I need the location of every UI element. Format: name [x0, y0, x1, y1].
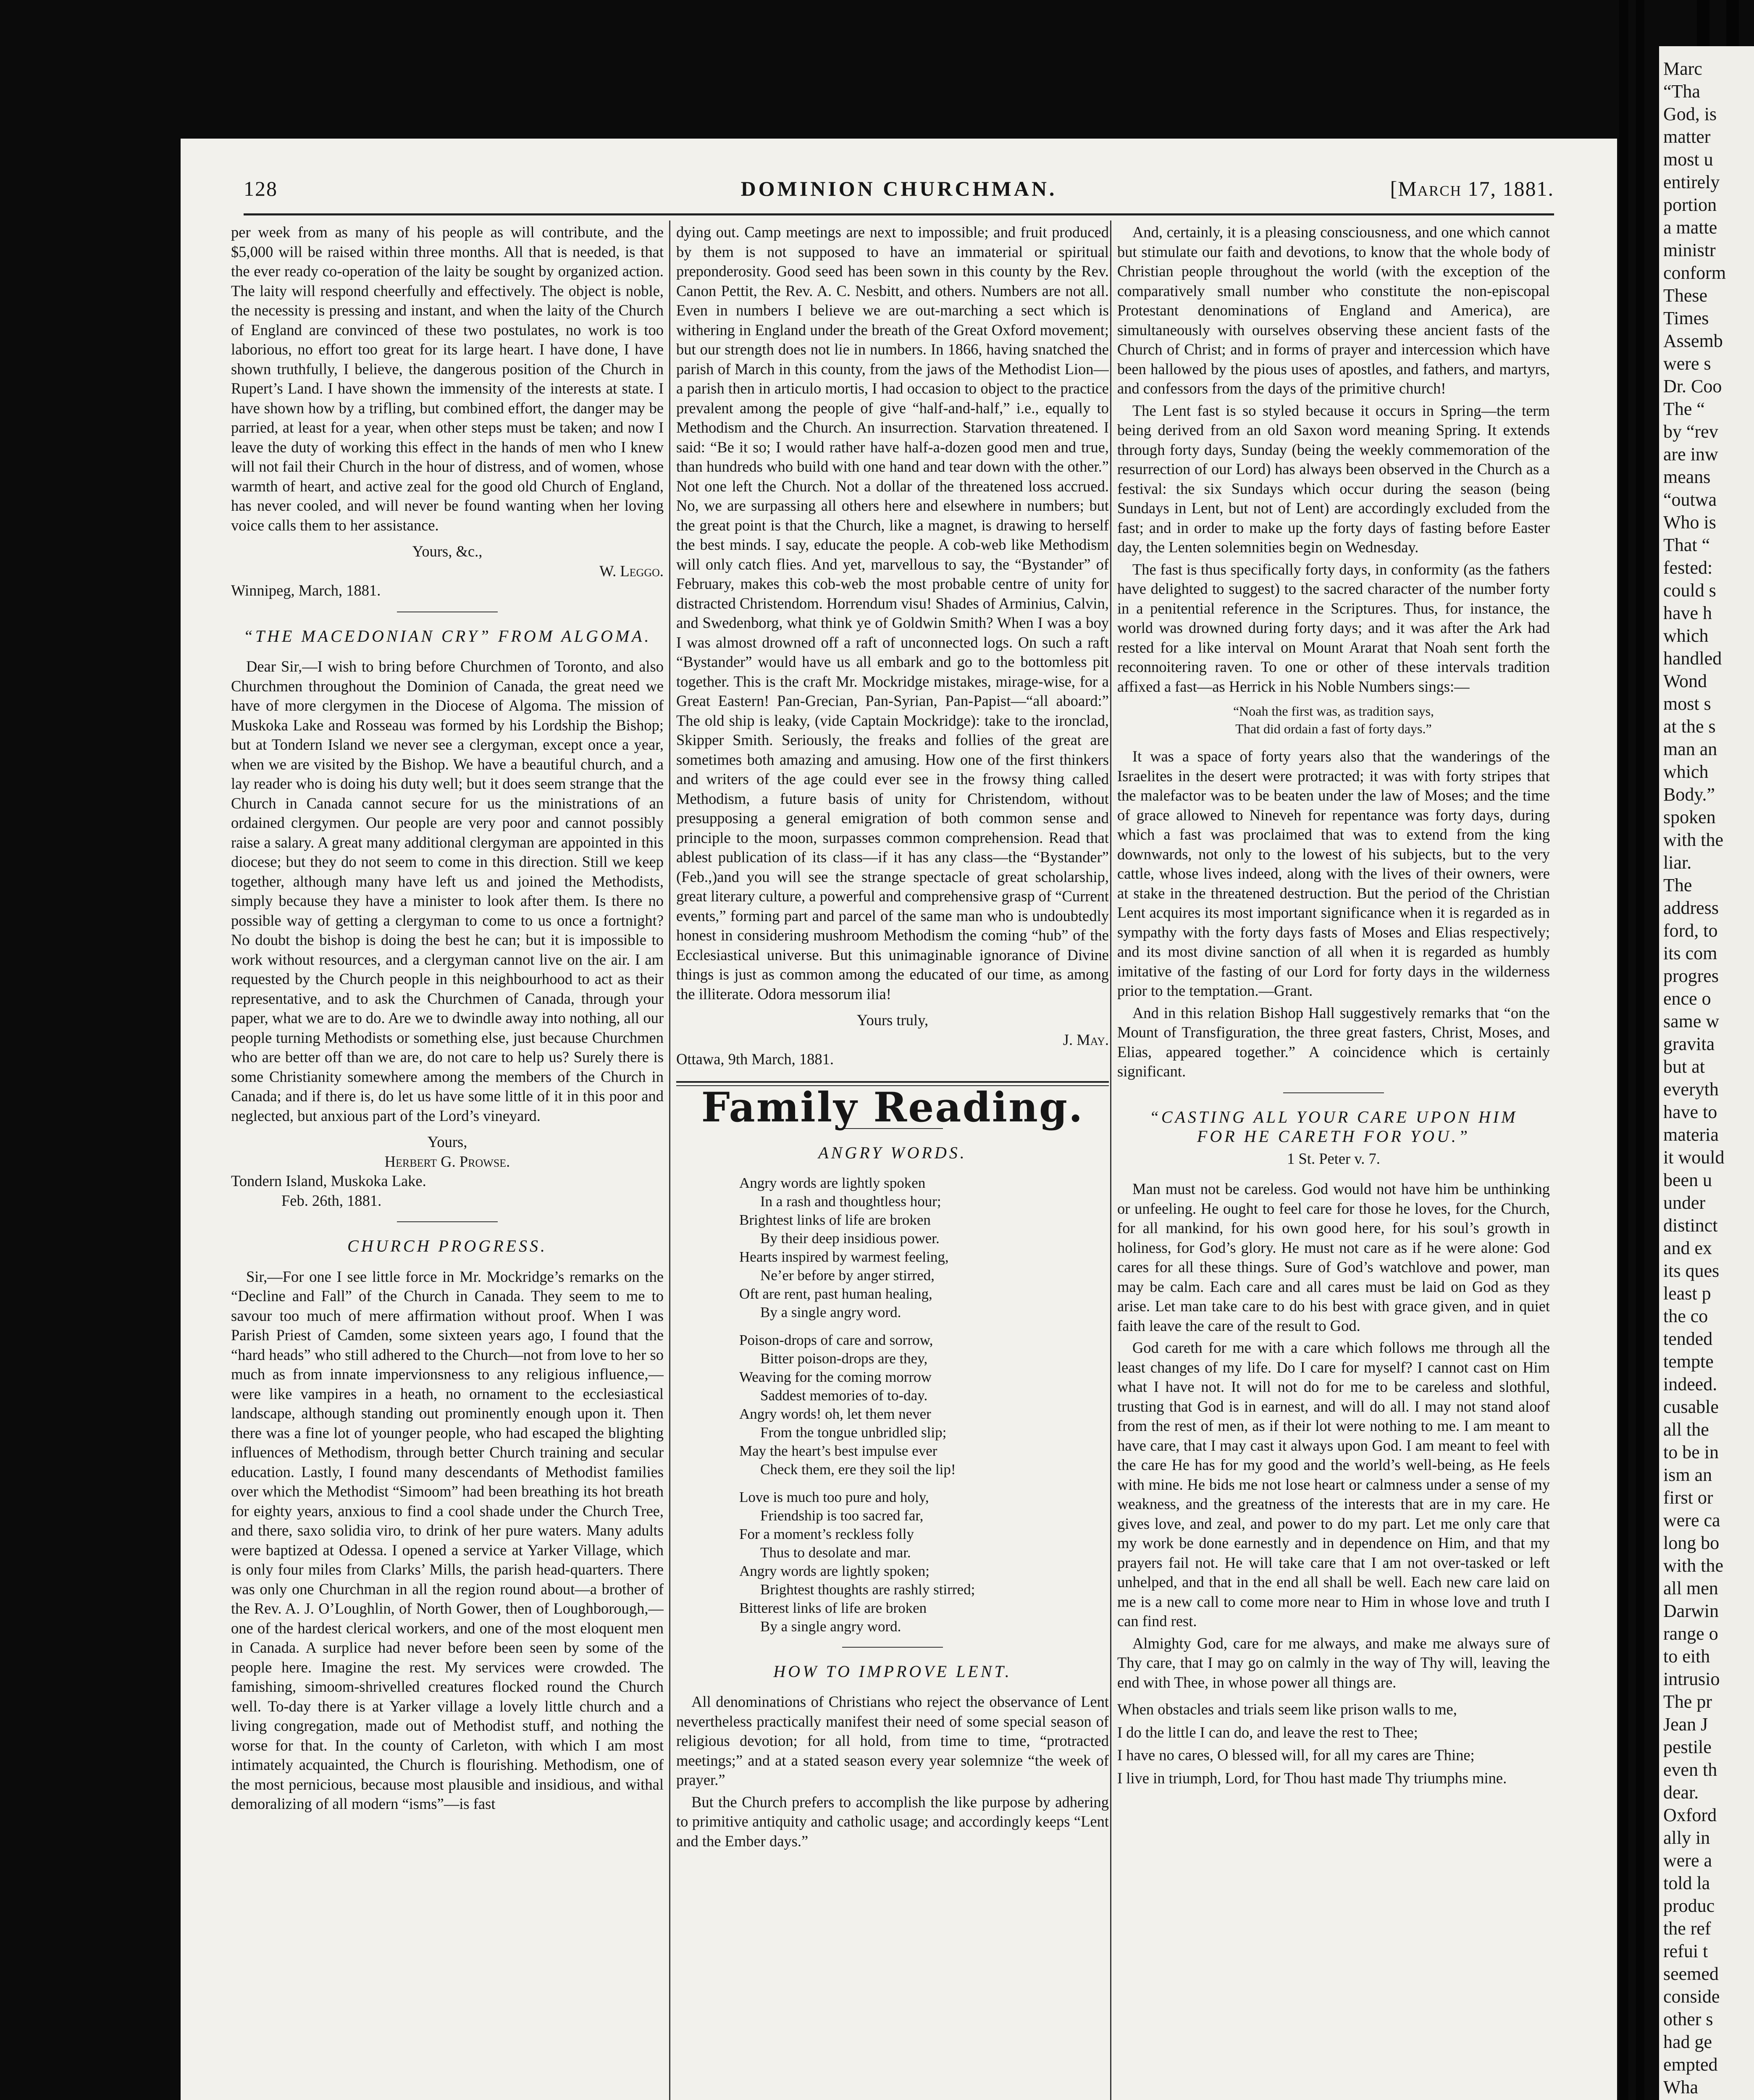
edge-fragment: been u: [1663, 1170, 1712, 1190]
edge-fragment: Body.”: [1663, 784, 1715, 805]
signature-name: J. May.: [1063, 1031, 1109, 1048]
signature-block: [231, 542, 664, 601]
quote-line: “Noah the first was, as tradition says,: [1233, 704, 1434, 719]
edge-fragment: its com: [1663, 943, 1717, 963]
edge-fragment: progres: [1663, 966, 1719, 986]
scan-border-bar-3: [1697, 0, 1709, 46]
edge-fragment: first or: [1663, 1487, 1713, 1508]
divider: [397, 1221, 498, 1222]
column-1: [231, 223, 664, 2100]
edge-fragment: to eith: [1663, 1646, 1710, 1667]
column-rule-1: [669, 220, 670, 2100]
edge-fragment: spoken: [1663, 807, 1716, 827]
edge-fragment: Wond: [1663, 671, 1707, 691]
closing: Yours truly,: [856, 1011, 929, 1029]
edge-fragment: which: [1663, 761, 1709, 782]
edge-fragment: distinct: [1663, 1215, 1718, 1236]
poem-title: ANGRY WORDS.: [818, 1143, 967, 1162]
edge-fragment: with the: [1663, 1555, 1723, 1576]
poem-line: Bitterest links of life are broken: [739, 1599, 927, 1616]
poem-line: By a single angry word.: [760, 1304, 901, 1320]
edge-fragment: range o: [1663, 1623, 1718, 1644]
poem-line: From the tongue unbridled slip;: [760, 1424, 947, 1441]
article-body: All denominations of Christians who reject the observance of Lent nevertheless practically manifest their need of some special season of religious devotion; for all hold, from time to time, “protracted meetings;” and at a stated season every year solemnize “the week of prayer.”: [676, 1693, 1109, 1788]
edge-fragment: entirely: [1663, 172, 1720, 192]
edge-fragment: were a: [1663, 1850, 1712, 1871]
edge-fragment: The: [1663, 875, 1692, 895]
edge-fragment: empted: [1663, 2054, 1718, 2075]
edge-fragment: Times: [1663, 308, 1709, 328]
closing: Yours,: [427, 1133, 467, 1150]
edge-fragment: The “: [1663, 399, 1705, 419]
edge-fragment: have to: [1663, 1102, 1717, 1122]
poem-line: Bitter poison-drops are they,: [760, 1350, 928, 1367]
edge-fragment: tempte: [1663, 1351, 1714, 1372]
edge-fragment: everyth: [1663, 1079, 1719, 1100]
letter-body: Dear Sir,—I wish to bring before Churchmen of Toronto, and also Churchmen throughout the Dominion of Canada, the great need we have of more clergymen in the Diocese of Algoma. The mission of Muskoka Lake and Rosseau was formed by his Lordship the Bishop; but at Tondern Island we never see a clergyman, except once a year, when we are visited by the Bishop. We have a beautiful church, and a lay reader who is doing his duty well; but it does seem strange that the Church in Canada cannot secure for us the ministrations of an ordained clergymen. Our people are very poor and cannot possibly raise a salary. A great many additional clergyman are appointed in this diocese; but they do not seem to come in this direction. Still we keep together, although many have left us and joined the Methodists, simply because they have a minister to look after them. Is there no possible way of getting a clergyman to come to us once a fortnight? No doubt the bishop is doing the best he can; but it is impossible to work without resources, and a clergyman cannot live on the air. I am requested by the Church people in this neighbourhood to act as their representative, and to ask the Churchmen of Canada, through your paper, what we are to do. Are we to dwindle away into nothing, all our people turning Methodists or something else, just because Churchmen who are better off than we are, do not care to help us? Surely there is some Christianity somewhere among the members of the Church in Canada; and if there is, do let us have some little of it in this poor and neglected, but anxious part of the Lord’s vineyard.: [231, 658, 664, 1124]
article-body: Man must not be careless. God would not have him be unthinking or unfeeling. He ought to feel care for those he loves, for the Church, for all mankind, for his own good here, for his soul’s growth in holiness, for God’s glory. He must not care as if he were alone: God cares for all these things. Sure of God’s watchlove and power, man may be calm. Each care and all cares must be laid on God as they arise. Let man take care to do his best with grace given, and in quiet faith leave the care of the result to God.: [1117, 1180, 1550, 1334]
edge-fragment: the co: [1663, 1306, 1708, 1326]
edge-fragment: “Tha: [1663, 81, 1700, 102]
poem-line: Angry words are lightly spoken;: [739, 1562, 930, 1579]
edge-fragment: are inw: [1663, 444, 1718, 465]
edge-fragment: gravita: [1663, 1034, 1715, 1054]
edge-fragment: conform: [1663, 262, 1726, 283]
poem-line: By a single angry word.: [760, 1618, 901, 1635]
edge-fragment: refui t: [1663, 1941, 1708, 1961]
edge-fragment: matter: [1663, 126, 1711, 147]
edge-fragment: ism an: [1663, 1465, 1712, 1485]
edge-fragment: even th: [1663, 1759, 1717, 1780]
article-heading: “CASTING ALL YOUR CARE UPON HIM: [1149, 1107, 1518, 1126]
verse-line: I live in triumph, Lord, for Thou hast made Thy triumphs mine.: [1117, 1769, 1507, 1787]
scan-border-bar-2: [1636, 0, 1644, 2100]
quoted-verse: [1117, 702, 1550, 738]
edge-fragment: These: [1663, 285, 1708, 306]
poem-line: Ne’er before by anger stirred,: [760, 1267, 935, 1284]
edge-fragment: most s: [1663, 693, 1711, 714]
poem-stanza: [739, 1488, 1109, 1636]
article-body: The Lent fast is so styled because it occurs in Spring—the term being derived from an old Saxon word meaning Spring. It extends through forty days, Sunday (being the weekly commemoration of the resurrection of our Lord) has always been observed in the Church as a festival: the six Sundays which occur during the season (being Sundays in Lent, but not of Lent) are accordingly excluded from the fast; and in order to make up the forty days of fasting before Easter day, the Lenten solemnities begin on Wednesday.: [1117, 402, 1550, 556]
column-3: [1117, 223, 1550, 2100]
edge-fragment: tended: [1663, 1328, 1713, 1349]
edge-fragment: long bo: [1663, 1533, 1720, 1553]
edge-fragment: least p: [1663, 1283, 1711, 1304]
edge-fragment: God, is: [1663, 104, 1717, 124]
poem-line: Check them, ere they soil the lip!: [760, 1461, 956, 1478]
signature-place: Ottawa, 9th March, 1881.: [676, 1050, 834, 1068]
edge-fragment: all the: [1663, 1419, 1709, 1440]
edge-fragment: which: [1663, 625, 1709, 646]
edge-fragment: liar.: [1663, 852, 1692, 873]
edge-fragment: and ex: [1663, 1238, 1712, 1258]
edge-fragment: address: [1663, 898, 1719, 918]
edge-fragment: Wha: [1663, 2077, 1699, 2097]
verse-line: I have no cares, O blessed will, for all my cares are Thine;: [1117, 1746, 1475, 1764]
masthead-title: DOMINION CHURCHMAN.: [740, 177, 1057, 200]
edge-fragment: to be in: [1663, 1442, 1719, 1462]
signature-name: Herbert G. Prowse.: [384, 1152, 510, 1170]
edge-fragment: handled: [1663, 648, 1722, 669]
edge-fragment: pestile: [1663, 1737, 1712, 1757]
letter-body: Sir,—For one I see little force in Mr. Mockridge’s remarks on the “Decline and Fall” of the Church in Canada. They seem to me to savour too much of mere affirmation without proof. When I was Parish Priest of Camden, some sixteen years ago, I found that the “hard heads” who still adhered to the Church—not from love to her so much as from innate impervionsness to any religious influence,—were like vampires in a heath, no ornament to the ecclesiastical landscape, although standing out prominently enough upon it. Then there was a fine lot of younger people, who had escaped the blighting influences of Methodism, through better Church training and secular education. Lastly, I found many descendants of Methodist families over which the Methodist “Simoom” had been breathing its hot breath for eighty years, anxious to find a cool shade under the Church Tree, and there, saxo solidia viro, to drink of her pure waters. Many adults were baptized at Odessa. I opened a service at Yarker Village, which is only four miles from Clarks’ Mills, the parish head-quarters. There was only one Churchman in all the region round about—a brother of the Rev. A. J. O’Loughlin, of North Gower, then of Loughborough,—one of the hardest clerical workers, and one of the most eloquent men in Canada. A surplice had never before been seen by some of the people here. Imagine the rest. My services were crowded. The famishing, simoom-shrivelled creatures flocked round the Church well. To-day there is at Yarker village a lovely little church and a living congregation, made out of Methodist stuff, and nothing the worse for that. In the county of Carleton, with which I am most intimately acquainted, the Church is flourishing. Methodism, one of the most pernicious, because most plausible and insidious, and withal demoralizing of all modern “isms”—is fast: [231, 1268, 664, 1812]
signature-date: Feb. 26th, 1881.: [281, 1192, 382, 1209]
letter-body: dying out. Camp meetings are next to impossible; and fruit produced by them is not supposed to have an immaterial or spiritual preponderosity. Good seed has been sown in this county by the Rev. Canon Pettit, the Rev. A. C. Nesbitt, and others. Numbers are not all. Even in numbers I believe we are out-marching a sect which is withering in England under the breath of the Great Oxford movement; but our strength does not lie in numbers. In 1866, having snatched the parish of March in this county, from the jaws of the Methodist Lion—a parish then in articulo mortis, I had occasion to object to the practice prevalent among the people of give “half-and-half,” i.e., equally to Methodism and the Church. An insurrection. Starvation threatened. I said: “Be it so; I would rather have half-a-dozen good men and true, than hundreds who build with one hand and tear down with the other.” Not one left the Church. Not a dollar of the threatened loss accrued. No, we are surpassing all others here and elsewhere in numbers; but the great point is that the Church, like a magnet, is drawing to herself the best minds. I say, educate the people. A cob-web like Methodism will only catch flies. And yet, marvellous to say, the “Bystander” of February, makes this cob-web the most probable centre of unity for distracted Christendom. Horrendum visu! Shades of Arminius, Calvin, and Swedenborg, what think ye of Goldwin Smith? When I was a boy I was almost drowned off a raft of unconnected logs. On such a raft “Bystander” would have us all embark and go to the bottomless pit together. This is the craft Mr. Mockridge mistakes, mirage-wise, for a Great Eastern! Pan-Grecian, Pan-Syrian, Pan-Papist—“all aboard:” The old ship is leaky, (vide Captain Mockridge): take to the ironclad, Skipper Smith. Seriously, the freaks and follies of the great are sometimes both amazing and amusing. How one of the first thinkers and writers of the age could ever see in the frowsy thing called Methodism, a future basis of unity for Christendom, without presupposing a general emigration of both common sense and principle to the moon, surpasses common comprehension. Read that ablest publication of its class—if it has any class—the “Bystander” (Feb.,)and you will see the strange spectacle of great scholarship, great literary culture, a powerful and comprehensive grasp of “Current events,” forming part and parcel of the same man who is undoubtedly honest in considering mushroom Methodism the coming “hub” of the Ecclesiastical universe. But this unimaginable ignorance of Divine things is just as common among the educated of our time, as among the illiterate. Odora messorum ilia!: [676, 223, 1109, 1003]
edge-fragment: told la: [1663, 1873, 1710, 1893]
edge-fragment: most u: [1663, 149, 1713, 170]
edge-fragment: same w: [1663, 1011, 1720, 1032]
edge-fragment: had ge: [1663, 2032, 1712, 2052]
edge-fragment: all men: [1663, 1578, 1718, 1599]
edge-fragment: Dr. Coo: [1663, 376, 1722, 396]
edge-fragment: materia: [1663, 1124, 1719, 1145]
article-heading-line2: FOR HE CARETH FOR YOU.”: [1197, 1127, 1470, 1146]
edge-fragment: Darwin: [1663, 1601, 1719, 1621]
issue-date: [March 17, 1881.: [1390, 177, 1554, 200]
edge-fragment: by “rev: [1663, 421, 1718, 442]
edge-fragment: ally in: [1663, 1827, 1710, 1848]
edge-fragment: ford, to: [1663, 920, 1718, 941]
verse-line: When obstacles and trials seem like prison walls to me,: [1117, 1701, 1457, 1718]
edge-fragment: it would: [1663, 1147, 1725, 1168]
poem-line: Saddest memories of to-day.: [760, 1387, 928, 1404]
page-number: 128: [244, 177, 278, 200]
edge-fragment: other s: [1663, 2009, 1713, 2029]
article-heading: CHURCH PROGRESS.: [347, 1236, 547, 1255]
poem-line: In a rash and thoughtless hour;: [760, 1193, 941, 1210]
signature-block: [676, 1011, 1109, 1069]
poem-line: For a moment’s reckless folly: [739, 1525, 914, 1542]
verse-line: I do the little I can do, and leave the rest to Thee;: [1117, 1723, 1418, 1741]
edge-fragment: portion: [1663, 194, 1717, 215]
edge-fragment: a matte: [1663, 217, 1717, 238]
letter-body: per week from as many of his people as will contribute, and the $5,000 will be raised within three months. All that is needed, is that the ever ready co-operation of the laity be sought by organized action. The laity will respond cheerfully and effectively. The object is noble, the necessity is pressing and instant, and when the laity of the Church of England are convinced of these two postulates, no work is too laborious, no effort too great for its large heart. I have done, I have shown truthfully, I believe, the dangerous position of the Church in Rupert’s Land. I have shown the immensity of the interests at state. I have shown how by a trifling, but combined effort, the danger may be parried, at least for a year, when other steps must be taken; and now I leave the duty of working this effect in the hands of men who I knew will not fail their Church in the hour of distress, and of women, whose warmth of heart, and active zeal for the good old Church of England, has never cooled, and will never be found wanting when her loving voice calls them to her assistance.: [231, 223, 664, 534]
poem-line: Love is much too pure and holy,: [739, 1488, 929, 1505]
poem-line: Brightest thoughts are rashly stirred;: [760, 1581, 975, 1598]
signature-block: [231, 1132, 664, 1210]
poem-line: Angry words are lightly spoken: [739, 1174, 926, 1191]
article-heading: HOW TO IMPROVE LENT.: [773, 1662, 1012, 1681]
divider: [842, 1647, 943, 1648]
adjacent-page-edge: [1659, 46, 1754, 2100]
edge-fragment: Marc: [1663, 58, 1702, 79]
edge-fragment: man an: [1663, 739, 1717, 759]
poem-line: By their deep insidious power.: [760, 1230, 940, 1247]
quote-line: That did ordain a fast of forty days.”: [1235, 721, 1432, 736]
poem: [739, 1174, 1109, 1636]
article-body: And, certainly, it is a pleasing consciousness, and one which cannot but stimulate our faith and devotions, to know that the whole body of Christian people throughout the world (with the exception of the comparatively small number who constitute the non-episcopal Protestant denominations of England and America), are simultaneously with ourselves observing these ancient fasts of the Church of Christ; and in forms of prayer and intercession which have been hallowed by the pious uses of apostles, and fathers, and martyrs, and confessors from the days of the primitive church!: [1117, 223, 1550, 397]
article-body: Almighty God, care for me always, and make me always sure of Thy care, that I may go on calmly in the way of Thy will, leaving the end with Thee, in whose power all things are.: [1117, 1634, 1550, 1691]
edge-fragment: Oxford: [1663, 1805, 1717, 1825]
edge-fragment: That “: [1663, 535, 1710, 555]
signature-name: W. Leggo.: [599, 562, 664, 580]
poem-stanza: [739, 1174, 1109, 1322]
poem-line: Angry words! oh, let them never: [739, 1405, 931, 1422]
edge-fragment: were ca: [1663, 1510, 1720, 1530]
poem-stanza: [739, 1331, 1109, 1479]
edge-fragment: under: [1663, 1192, 1706, 1213]
closing: Yours, &c.,: [412, 543, 483, 560]
article-body: God careth for me with a care which follows me through all the least changes of my life. Do I care for myself? I cannot cast on Him what I have not. It will not do for me to be careless and slothful, trusting that God is in earnest, and will do all. I may not stand aloof from the rest of men, as if their lot were nothing to me. I am meant to have care, that I may cast it always upon God. I am meant to feel with the care He has for my good and the world’s well-being, as He feels with mine. He bids me not lose heart or calmness under a sense of my weakness, and the greatness of the interests that are in my care. He gives love, and zeal, and power to do my part. Let me only care that my work be done earnestly and in dependence on Him, and that my prayers fail not. He will take care that I am not over-tasked or left unhelped, and that in the end all shall be well. Each new care laid on me is a new call to come more near to Him in whose love and truth I can find rest.: [1117, 1339, 1550, 1630]
edge-fragment: seemed: [1663, 1964, 1719, 1984]
article-body: But the Church prefers to accomplish the like purpose by adhering to primitive antiquity and catholic usage; and accordingly keeps “Lent and the Ember days.”: [676, 1793, 1109, 1850]
section-title: Family Reading.: [701, 1083, 1084, 1131]
header-rule: [244, 213, 1554, 215]
edge-fragment: cusable: [1663, 1396, 1719, 1417]
poem-line: Friendship is too sacred far,: [760, 1507, 924, 1524]
divider: [1283, 1092, 1384, 1093]
edge-fragment: with the: [1663, 830, 1723, 850]
edge-fragment: have h: [1663, 603, 1712, 623]
article-body: And in this relation Bishop Hall suggestively remarks that “on the Mount of Transfiguration, the three great fasters, Christ, Moses, and Elias, appeared together.” A coincidence which is certainly significant.: [1117, 1004, 1550, 1080]
edge-fragment: its ques: [1663, 1260, 1720, 1281]
edge-fragment: ministr: [1663, 240, 1716, 260]
edge-fragment: at the s: [1663, 716, 1716, 737]
edge-fragment: fested:: [1663, 557, 1713, 578]
scan-border-bar-4: [1726, 0, 1739, 46]
column-rule-2: [1110, 220, 1111, 2100]
column-2: [676, 223, 1109, 2100]
newspaper-page: [181, 139, 1617, 2100]
article-heading: “THE MACEDONIAN CRY” FROM ALGOMA.: [243, 626, 651, 646]
edge-fragment: means: [1663, 467, 1711, 487]
poem-line: Brightest links of life are broken: [739, 1211, 931, 1228]
signature-place: Winnipeg, March, 1881.: [231, 582, 381, 599]
poem-line: Hearts inspired by warmest feeling,: [739, 1248, 949, 1265]
closing-verse: [1117, 1700, 1550, 1788]
poem-line: May the heart’s best impulse ever: [739, 1442, 937, 1459]
edge-fragment: intrusio: [1663, 1669, 1720, 1689]
edge-fragment: produc: [1663, 1895, 1715, 1916]
edge-fragment: but at: [1663, 1056, 1705, 1077]
poem-line: Oft are rent, past human healing,: [739, 1285, 932, 1302]
article-body: It was a space of forty years also that the wanderings of the Israelites in the desert were protracted; it was with forty stripes that the malefactor was to be beaten under the law of Moses; and the time of grace allowed to Nineveh for repentance was forty days, during which a fast was proclaimed that was to extend from the king downwards, not only to the lowest of his subjects, but to the very cattle, whose lives indeed, along with the lives of their owners, were at stake in the threatened destruction. But the period of the Christian Lent acquires its most important significance when it is regarded as in sympathy with the forty days fasts of Moses and Elias respectively; and its most divine sanction of all when it is regarded as humbly imitative of the fasting of our Lord for forty days in the wilderness prior to the temptation.—Grant.: [1117, 748, 1550, 999]
scripture-reference: 1 St. Peter v. 7.: [1287, 1150, 1380, 1167]
edge-fragment: indeed.: [1663, 1374, 1717, 1394]
signature-place: Tondern Island, Muskoka Lake.: [231, 1172, 426, 1189]
edge-fragment: could s: [1663, 580, 1716, 601]
edge-fragment: conside: [1663, 1986, 1720, 2007]
edge-fragment: Assemb: [1663, 331, 1723, 351]
edge-fragment: Jean J: [1663, 1714, 1708, 1735]
poem-line: Thus to desolate and mar.: [760, 1544, 911, 1561]
poem-line: Weaving for the coming morrow: [739, 1368, 932, 1385]
edge-fragment: were s: [1663, 353, 1711, 374]
edge-fragment: ence o: [1663, 988, 1711, 1009]
article-body: The fast is thus specifically forty days, in conformity (as the fathers have delighted to suggest) to the sacred character of the number forty in a penitential reference in the Scriptures. Thus, for instance, the world was drowned during forty days; and it was after the Ark had rested for a like interval on Mount Ararat that Noah sent forth the reconnoitering raven. To one or other of these intervals tradition affixed a fast—as Herrick in his Noble Numbers sings:—: [1117, 560, 1550, 695]
edge-fragment: “outwa: [1663, 489, 1717, 510]
edge-fragment: The pr: [1663, 1691, 1712, 1712]
poem-line: Poison-drops of care and sorrow,: [739, 1331, 933, 1348]
edge-fragment: Who is: [1663, 512, 1716, 533]
scan-border-right-bar: [1619, 0, 1628, 2100]
edge-fragment: dear.: [1663, 1782, 1699, 1803]
page-header: [244, 176, 1554, 210]
edge-fragment: the ref: [1663, 1918, 1711, 1939]
